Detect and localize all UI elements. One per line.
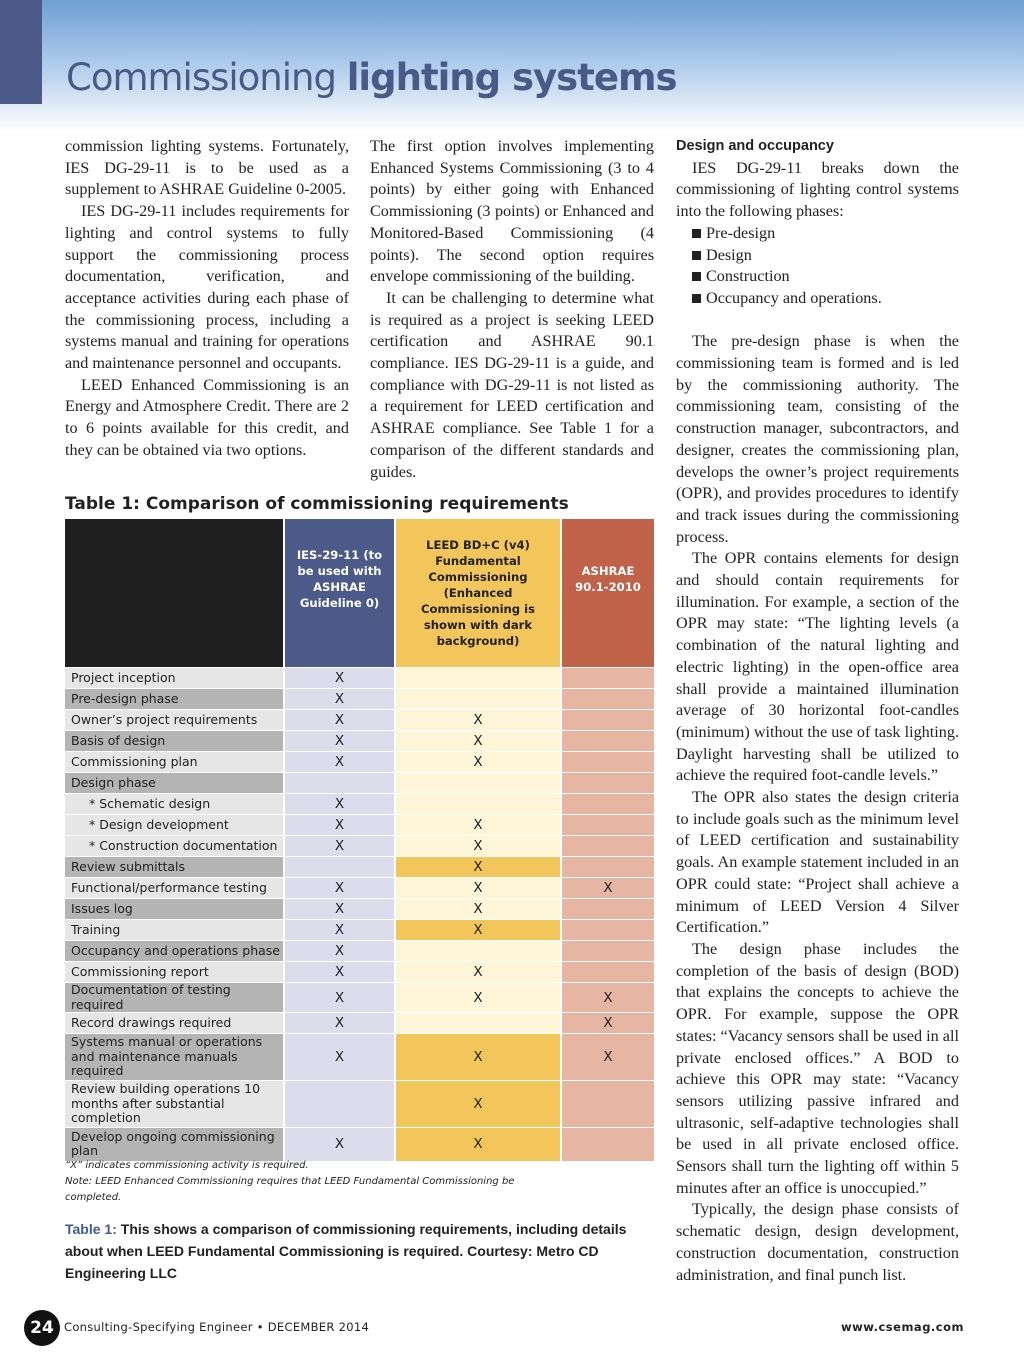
phase-list: [676, 223, 959, 310]
table-row: [65, 668, 654, 689]
table-row: [65, 689, 654, 710]
cell-leed: [395, 941, 561, 962]
row-label: Design phase: [65, 773, 284, 794]
cell-leed: X: [395, 920, 561, 941]
table-row: [65, 794, 654, 815]
cell-leed: X: [395, 1128, 561, 1161]
table-row: [65, 773, 654, 794]
cell-leed: [395, 689, 561, 710]
row-label: * Construction documentation: [65, 836, 284, 857]
row-label: Review submittals: [65, 857, 284, 878]
cell-ies: X: [284, 920, 395, 941]
cell-ashrae: [561, 962, 654, 983]
cell-ashrae: [561, 815, 654, 836]
table-row: [65, 836, 654, 857]
cell-ashrae: [561, 857, 654, 878]
list-item: Design: [692, 245, 959, 267]
row-label: Systems manual or operations and maintenance manuals required: [65, 1034, 284, 1081]
cell-ashrae: X: [561, 1034, 654, 1081]
cell-leed: [395, 794, 561, 815]
table-row: [65, 1128, 654, 1161]
cell-ies: X: [284, 962, 395, 983]
table-caption: [65, 1218, 655, 1284]
table-row: [65, 857, 654, 878]
row-label: * Design development: [65, 815, 284, 836]
cell-ashrae: [561, 794, 654, 815]
header-ies: IES-29-11 (to be used with ASHRAE Guideline 0): [284, 519, 395, 668]
row-label: * Schematic design: [65, 794, 284, 815]
cell-ashrae: [561, 710, 654, 731]
cell-ashrae: [561, 941, 654, 962]
cell-ashrae: [561, 773, 654, 794]
row-label: Occupancy and operations phase: [65, 941, 284, 962]
table-row: [65, 920, 654, 941]
cell-leed: X: [395, 1034, 561, 1081]
table-row: [65, 815, 654, 836]
title-light: Commissioning: [66, 56, 336, 99]
col2-paragraph-1: The first option involves implementing Enhanced Systems Commissioning (3 to 4 points) by either going with Enhanced Commissioning (3 points) or Enhanced and Monitored-Based Commissioning (4 points). The second option requires envelope commissioning of the building.: [370, 137, 654, 286]
list-item: Pre-design: [692, 223, 959, 245]
table-row: [65, 1013, 654, 1034]
article-column-3: [676, 136, 959, 1286]
section-heading: Design and occupancy: [676, 138, 834, 154]
table-row: [65, 710, 654, 731]
table-title: Table 1: Comparison of commissioning requirements: [65, 494, 569, 514]
row-label: Commissioning report: [65, 962, 284, 983]
row-label: Documentation of testing required: [65, 983, 284, 1013]
cell-ies: X: [284, 836, 395, 857]
title-bold: lighting systems: [346, 56, 677, 99]
page-number: 24: [24, 1310, 60, 1346]
cell-leed: X: [395, 731, 561, 752]
cell-leed: X: [395, 857, 561, 878]
comparison-table: [65, 519, 654, 1161]
cell-ies: X: [284, 983, 395, 1013]
header-leed: LEED BD+C (v4) Fundamental Commissioning (Enhanced Commissioning is shown with dark background): [395, 519, 561, 668]
cell-leed: X: [395, 899, 561, 920]
table-notes: [65, 1158, 535, 1206]
cell-ashrae: X: [561, 878, 654, 899]
article-column-1: [65, 136, 349, 462]
cell-leed: X: [395, 1081, 561, 1128]
cell-ashrae: X: [561, 1013, 654, 1034]
row-label: Functional/performance testing: [65, 878, 284, 899]
col3-paragraph-4: The OPR also states the design criteria to include goals such as the minimum level of LEED certification and sustainability goals. An example statement included in an OPR could state: “Project shall achieve a minimum of LEED Version 4 Silver Certification.”: [676, 788, 959, 937]
table-row: [65, 752, 654, 773]
row-label: Review building operations 10 months after substantial completion: [65, 1081, 284, 1128]
cell-ies: X: [284, 731, 395, 752]
table-row: [65, 941, 654, 962]
cell-ashrae: [561, 920, 654, 941]
cell-ashrae: [561, 899, 654, 920]
section-tab: [0, 0, 42, 104]
cell-ies: X: [284, 1034, 395, 1081]
cell-leed: X: [395, 983, 561, 1013]
cell-ashrae: X: [561, 983, 654, 1013]
cell-ashrae: [561, 836, 654, 857]
row-label: Project inception: [65, 668, 284, 689]
publication-info: Consulting-Specifying Engineer • DECEMBER 2014: [64, 1320, 370, 1334]
article-column-2: [370, 136, 654, 483]
caption-lead: Table 1:: [65, 1221, 117, 1237]
cell-ashrae: [561, 1081, 654, 1128]
row-label: Record drawings required: [65, 1013, 284, 1034]
caption-text: This shows a comparison of commissioning requirements, including details about when LEED Fundamental Commissioning is required. Courtesy: Metro CD Engineering LLC: [65, 1221, 627, 1281]
cell-ies: X: [284, 752, 395, 773]
table-header-row: [65, 519, 654, 668]
cell-leed: [395, 773, 561, 794]
col3-paragraph-3: The OPR contains elements for design and should contain requirements for illumination. For example, a section of the OPR may state: “The lighting levels (a combination of the natural lighting and electric lighting) in the open-office area shall provide a maintained illumination average of 30 horizontal foot-candles (minimum) without the use of task lighting. Daylight harvesting shall be utilized to achieve the required foot-candle levels.”: [676, 549, 959, 785]
cell-ies: [284, 773, 395, 794]
table-row: [65, 1034, 654, 1081]
cell-leed: X: [395, 962, 561, 983]
row-label: Basis of design: [65, 731, 284, 752]
col3-paragraph-6: Typically, the design phase consists of schematic design, design development, construction documentation, construction administration, and final punch list.: [676, 1200, 959, 1284]
page-title: [66, 56, 677, 99]
cell-ies: X: [284, 689, 395, 710]
col3-paragraph-1: IES DG-29-11 breaks down the commissioning of lighting control systems into the following phases:: [676, 158, 959, 221]
cell-ies: X: [284, 1013, 395, 1034]
row-label: Owner’s project requirements: [65, 710, 284, 731]
cell-ashrae: [561, 689, 654, 710]
row-label: Training: [65, 920, 284, 941]
table-note-1: “X” indicates commissioning activity is required.: [65, 1160, 309, 1171]
list-item: Occupancy and operations.: [692, 288, 959, 310]
col1-paragraph-2: IES DG-29-11 includes requirements for lighting and control systems to fully support the commissioning process documentation, verification, and acceptance activities during each phase of the commissioning process, including a systems manual and training for operations and maintenance personnel and occupants.: [65, 202, 349, 373]
col1-paragraph-1: commission lighting systems. Fortunately, IES DG-29-11 is to be used as a supplement to ASHRAE Guideline 0-2005.: [65, 137, 349, 199]
cell-ies: [284, 1081, 395, 1128]
table-row: [65, 878, 654, 899]
col3-paragraph-5: The design phase includes the completion of the basis of design (BOD) that explains the concepts to achieve the OPR. For example, suppose the OPR states: “Vacancy sensors shall be used in all private enclosed offices.” A BOD to achieve this OPR may state: “Vacancy sensors utilizing passive infrared and ultrasonic, self-adaptive technologies shall be used in all private enclosed office. Sensors shall turn the lighting off within 5 minutes after an office is unoccupied.”: [676, 940, 959, 1197]
cell-ies: X: [284, 794, 395, 815]
col2-paragraph-2: It can be challenging to determine what is required as a project is seeking LEED certification and ASHRAE 90.1 compliance. IES DG-29-11 is a guide, and compliance with DG-29-11 is not listed as a requirement for LEED certification and ASHRAE compliance. See Table 1 for a comparison of the different standards and guides.: [370, 288, 654, 481]
table-row: [65, 1081, 654, 1128]
cell-ies: X: [284, 815, 395, 836]
table-note-2: Note: LEED Enhanced Commissioning requires that LEED Fundamental Commissioning be completed.: [65, 1176, 515, 1203]
table-row: [65, 962, 654, 983]
cell-ashrae: [561, 1128, 654, 1161]
header-corner: [65, 519, 284, 668]
cell-ies: [284, 857, 395, 878]
cell-leed: X: [395, 836, 561, 857]
table-row: [65, 899, 654, 920]
row-label: Issues log: [65, 899, 284, 920]
list-item: Construction: [692, 266, 959, 288]
cell-ies: X: [284, 1128, 395, 1161]
cell-ies: X: [284, 941, 395, 962]
cell-leed: X: [395, 752, 561, 773]
cell-ashrae: [561, 752, 654, 773]
cell-leed: X: [395, 710, 561, 731]
col3-paragraph-2: The pre-design phase is when the commissioning team is formed and is led by the commissioning authority. The commissioning team, consisting of the construction manager, subcontractors, and designer, creates the commissioning plan, develops the owner’s project requirements (OPR), and provides procedures to identify and track issues during the commissioning process.: [676, 332, 959, 546]
row-label: Pre-design phase: [65, 689, 284, 710]
cell-ies: X: [284, 710, 395, 731]
col1-paragraph-3: LEED Enhanced Commissioning is an Energy and Atmosphere Credit. There are 2 to 6 points available for this credit, and they can be obtained via two options.: [65, 375, 349, 459]
table-row: [65, 731, 654, 752]
row-label: Develop ongoing commissioning plan: [65, 1128, 284, 1161]
page-footer: [24, 1310, 964, 1346]
cell-leed: [395, 668, 561, 689]
cell-ies: X: [284, 668, 395, 689]
website-link[interactable]: www.csemag.com: [840, 1320, 964, 1334]
cell-leed: [395, 1013, 561, 1034]
cell-ashrae: [561, 668, 654, 689]
cell-leed: X: [395, 878, 561, 899]
row-label: Commissioning plan: [65, 752, 284, 773]
cell-ies: X: [284, 899, 395, 920]
cell-ashrae: [561, 731, 654, 752]
cell-ies: X: [284, 878, 395, 899]
table-row: [65, 983, 654, 1013]
header-ashrae: ASHRAE 90.1-2010: [561, 519, 654, 668]
cell-leed: X: [395, 815, 561, 836]
